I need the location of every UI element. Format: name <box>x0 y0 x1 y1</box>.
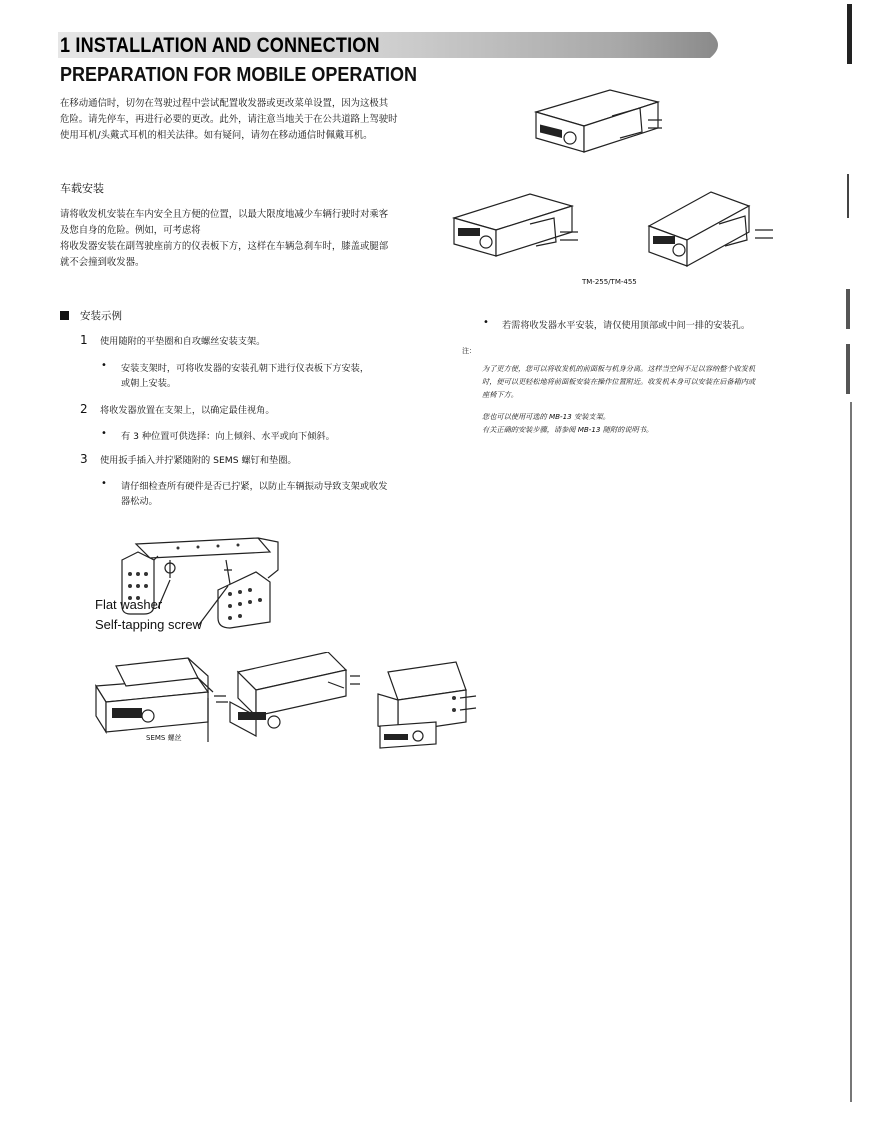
vehicle-line: 就不会撞到收发器。 <box>60 257 145 268</box>
sems-screw-label: SEMS 螺丝 <box>146 734 182 742</box>
transceiver-top-illustration <box>530 86 670 156</box>
flat-washer-label: Flat washer <box>95 597 163 612</box>
bracket-illustration <box>118 530 288 630</box>
note-paragraph-2 <box>482 410 812 436</box>
section-title: PREPARATION FOR MOBILE OPERATION <box>60 64 418 86</box>
note-paragraph <box>482 362 812 401</box>
step-sub-line: 器松动。 <box>121 496 158 507</box>
step-number: 3 <box>80 452 88 466</box>
step-sub <box>121 479 387 509</box>
model-label: TM-255/TM-455 <box>582 278 637 286</box>
bullet-icon: • <box>101 478 107 489</box>
vehicle-paragraph <box>60 207 410 271</box>
bullet-icon: • <box>101 428 107 439</box>
step-sub-line: 请仔细检查所有硬件是否已拧紧，以防止车辆振动导致支架或收发 <box>121 481 388 492</box>
vehicle-heading: 车载安装 <box>60 182 104 195</box>
intro-line: 使用耳机/头戴式耳机的相关法律。如有疑问，请勿在移动通信时佩戴耳机。 <box>60 130 373 141</box>
step-sub-line: 有 3 种位置可供选择：向上倾斜、水平或向下倾斜。 <box>121 431 335 442</box>
bullet-icon: • <box>101 360 107 371</box>
examples-heading: 安装示例 <box>80 310 122 322</box>
note-line: 为了更方便，您可以将收发机的前面板与机身分离。这样当空间不足以容纳整个收发机 <box>482 364 756 373</box>
note-line: 您也可以使用可选的 MB-13 安装支架。 <box>482 412 610 421</box>
transceiver-left-illustration <box>450 188 590 260</box>
self-tapping-screw-label: Self-tapping screw <box>95 617 202 632</box>
note-line: 时，便可以更轻松地将前面板安装在操作位置附近。收发机本身可以安装在后备箱内或 <box>482 377 756 386</box>
intro-paragraph <box>60 96 410 144</box>
intro-line: 危险。请先停车，再进行必要的更改。此外，请注意当地关于在公共道路上驾驶时 <box>60 114 398 125</box>
vehicle-line: 将收发器安装在副驾驶座前方的仪表板下方，这样在车辆急刹车时，膝盖或腿部 <box>60 241 389 252</box>
page-edge-marks <box>845 4 857 1099</box>
vehicle-line: 及您自身的危险。例如，可考虑将 <box>60 225 201 236</box>
note-line: 座椅下方。 <box>482 390 518 399</box>
transceiver-right-illustration <box>645 188 785 268</box>
note-line: 有关正确的安装步骤，请参阅 MB-13 随附的说明书。 <box>482 425 654 434</box>
note-label: 注： <box>462 347 476 355</box>
square-bullet-icon <box>60 311 69 320</box>
vehicle-line: 请将收发机安装在车内安全且方便的位置，以最大限度地减少车辆行驶时对乘客 <box>60 209 389 220</box>
step-number: 2 <box>80 402 88 416</box>
chapter-title: 1 INSTALLATION AND CONNECTION <box>60 34 380 57</box>
horizontal-mount-note: 若需将收发器水平安装，请仅使用顶部或中间一排的安装孔。 <box>502 320 751 331</box>
step-sub-line: 或朝上安装。 <box>121 378 177 389</box>
bullet-icon: • <box>483 317 489 328</box>
step-text: 将收发器放置在支架上，以确定最佳视角。 <box>100 405 275 416</box>
step-sub <box>121 361 369 391</box>
step-sub-line: 安装支架时，可将收发器的安装孔朝下进行仪表板下方安装， <box>121 363 370 374</box>
step-text: 使用扳手插入并拧紧随附的 SEMS 螺钉和垫圈。 <box>100 455 297 466</box>
step-number: 1 <box>80 333 88 347</box>
step-text: 使用随附的平垫圈和自攻螺丝安装支架。 <box>100 336 266 347</box>
intro-line: 在移动通信时，切勿在驾驶过程中尝试配置收发器或更改菜单设置，因为这极其 <box>60 98 389 109</box>
